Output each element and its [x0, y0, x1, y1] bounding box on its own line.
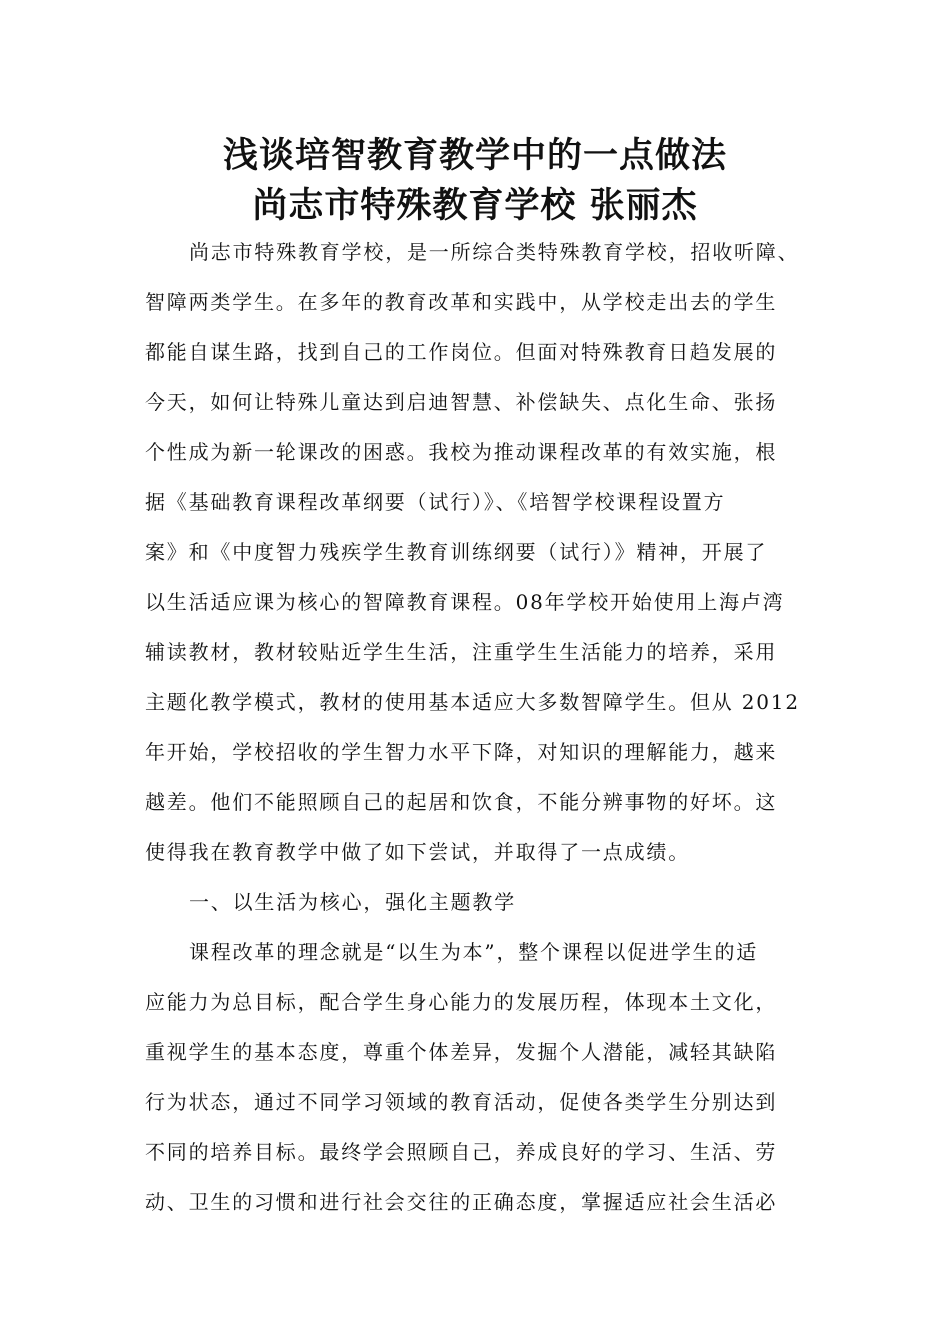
paragraph-line: 应能力为总目标，配合学生身心能力的发展历程，体现本土文化， [145, 990, 778, 1014]
paragraph-line: 课程改革的理念就是“以生为本”，整个课程以促进学生的适 [189, 940, 759, 964]
paragraph-line: 动、卫生的习惯和进行社会交往的正确态度，掌握适应社会生活必 [145, 1190, 778, 1214]
document-body [145, 234, 817, 1234]
author-line: 尚志市特殊教育学校 张丽杰 [252, 186, 698, 226]
paragraph-line: 以生活适应课为核心的智障教育课程。08年学校开始使用上海卢湾 [145, 590, 785, 614]
paragraph-line: 都能自谋生路，找到自己的工作岗位。但面对特殊教育日趋发展的 [145, 340, 778, 364]
paragraph-line: 智障两类学生。在多年的教育改革和实践中，从学校走出去的学生 [145, 290, 778, 314]
paragraph-line: 年开始，学校招收的学生智力水平下降，对知识的理解能力，越来 [145, 740, 778, 764]
paragraph-line: 重视学生的基本态度，尊重个体差异，发掘个人潜能，减轻其缺陷 [145, 1040, 778, 1064]
paragraph-line: 据《基础教育课程改革纲要（试行）》、《培智学校课程设置方 [145, 490, 726, 514]
paragraph-line: 案》和《中度智力残疾学生教育训练纲要（试行）》精神，开展了 [145, 540, 768, 564]
paragraph-line: 今天，如何让特殊儿童达到启迪智慧、补偿缺失、点化生命、张扬 [145, 390, 778, 414]
paragraph-line: 尚志市特殊教育学校，是一所综合类特殊教育学校，招收听障、 [189, 240, 800, 264]
paragraph-line: 个性成为新一轮课改的困惑。我校为推动课程改革的有效实施，根 [145, 440, 778, 464]
document-title: 浅谈培智教育教学中的一点做法 [222, 136, 727, 176]
paragraph-line: 不同的培养目标。最终学会照顾自己，养成良好的学习、生活、劳 [145, 1140, 778, 1164]
section-heading: 一、以生活为核心，强化主题教学 [189, 890, 516, 914]
paragraph-line: 辅读教材，教材较贴近学生生活，注重学生生活能力的培养，采用 [145, 640, 778, 664]
paragraph-line: 使得我在教育教学中做了如下尝试，并取得了一点成绩。 [145, 840, 690, 864]
paragraph-line: 主题化教学模式，教材的使用基本适应大多数智障学生。但从 2012 [145, 690, 800, 714]
paragraph-line: 行为状态，通过不同学习领域的教育活动，促使各类学生分别达到 [145, 1090, 778, 1114]
paragraph-line: 越差。他们不能照顾自己的起居和饮食，不能分辨事物的好坏。这 [145, 790, 778, 814]
